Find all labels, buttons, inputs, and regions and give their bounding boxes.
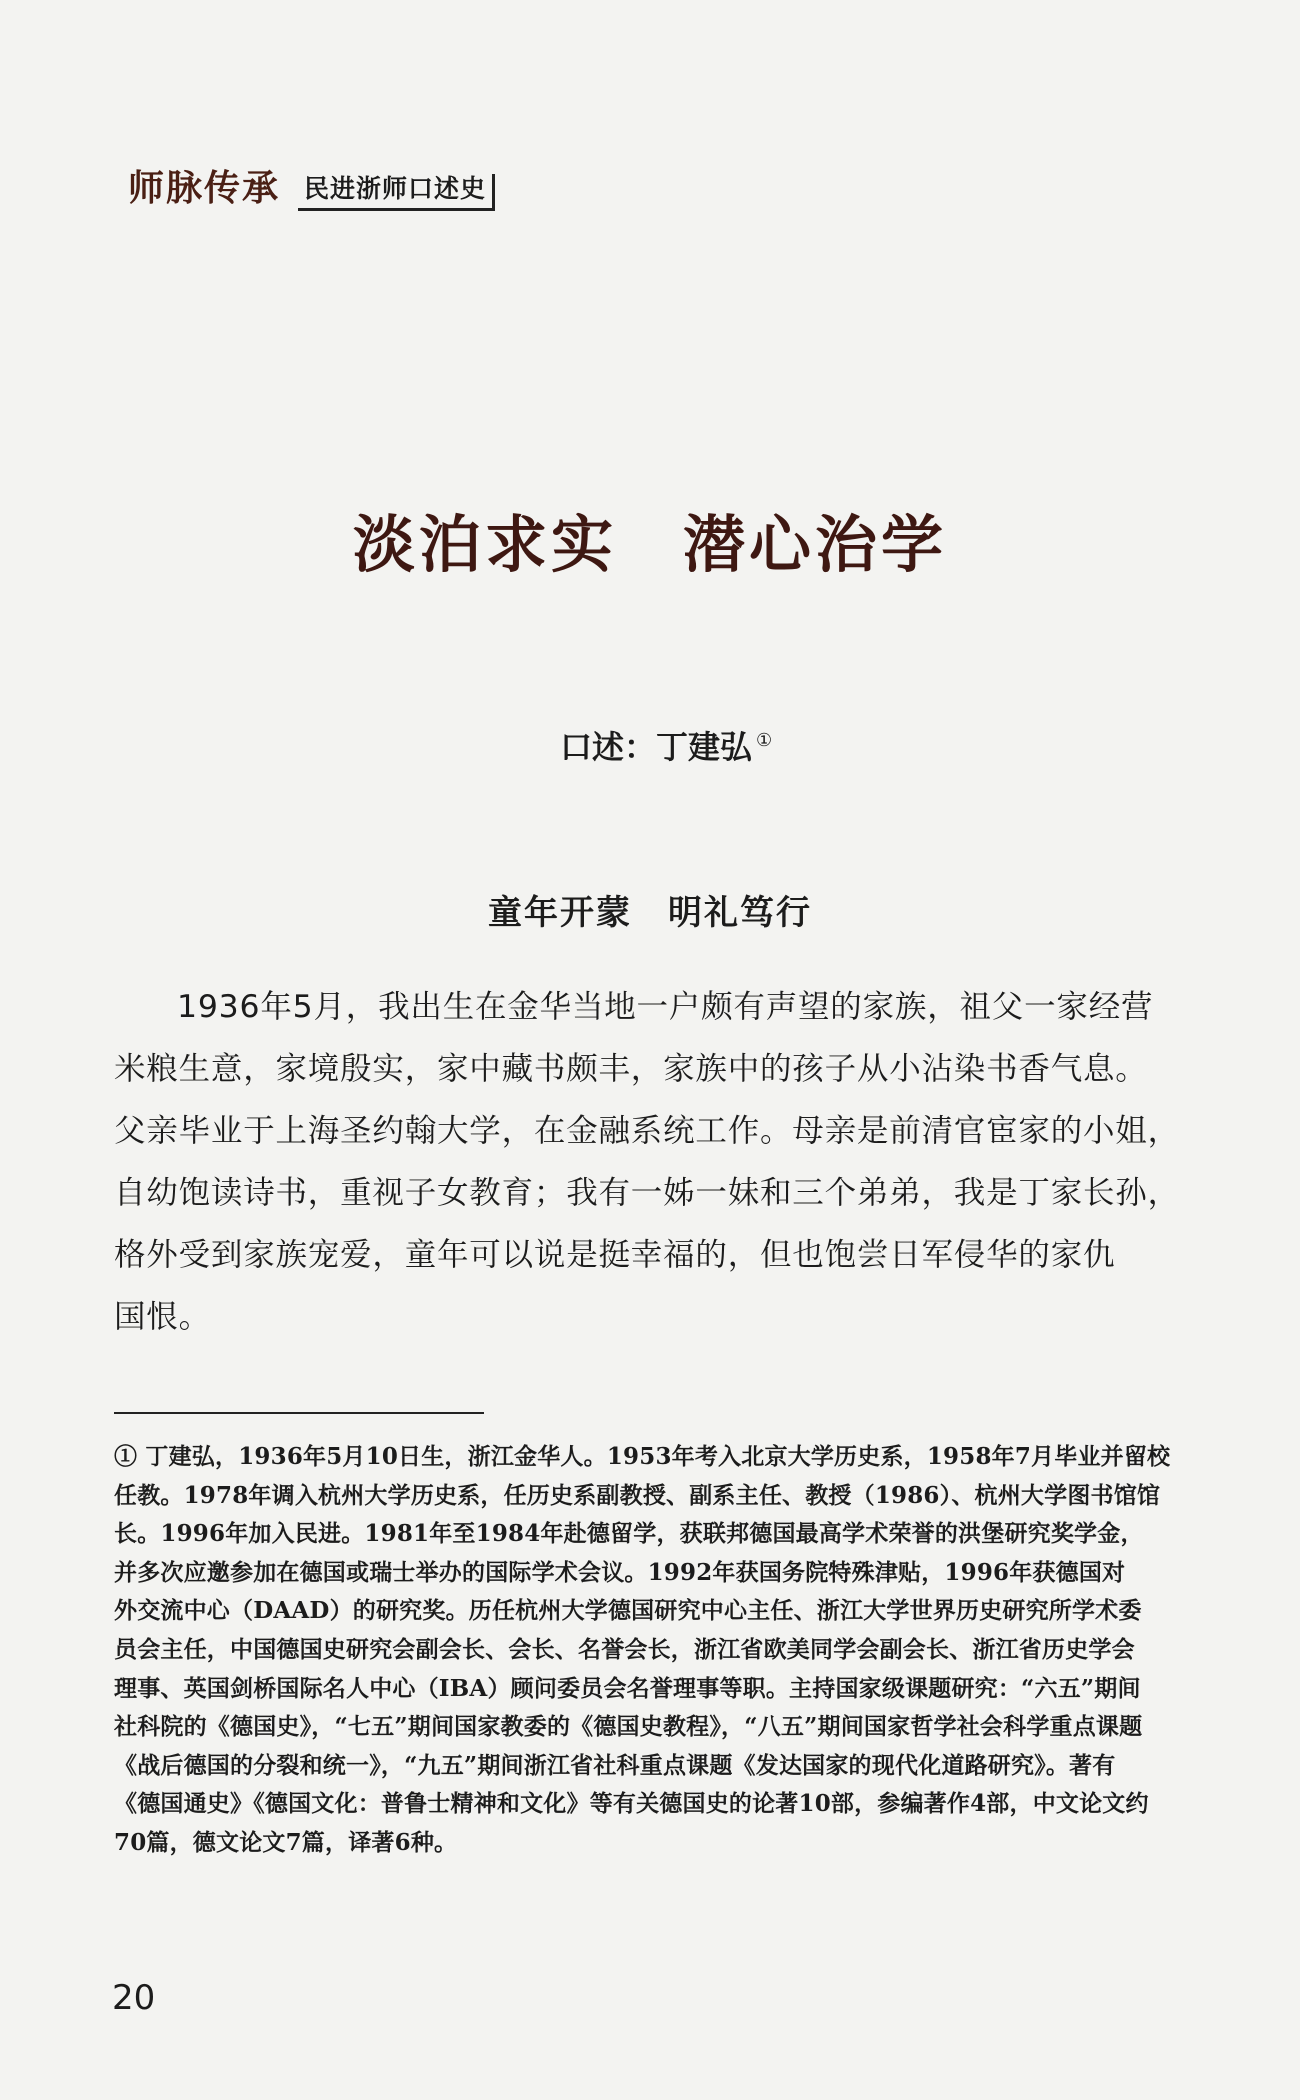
footnote-line: 理事、英国剑桥国际名人中心（IBA）顾问委员会名誉理事等职。主持国家级课题研究：“六五”期间	[114, 1674, 1141, 1702]
footnote-divider	[114, 1412, 484, 1414]
series-subtitle: 民进浙师口述史	[298, 174, 495, 211]
footnote-line: 外交流中心（DAAD）的研究奖。历任杭州大学德国研究中心主任、浙江大学世界历史研究所学术委	[114, 1597, 1142, 1625]
running-header	[128, 160, 495, 211]
footnote-line: 70篇，德文论文7篇，译著6种。	[114, 1828, 458, 1856]
footnote-line: 员会主任，中国德国史研究会副会长、会长、名誉会长，浙江省欧美同学会副会长、浙江省历史学会	[114, 1635, 1135, 1663]
footnote-line: ① 丁建弘，1936年5月10日生，浙江金华人。1953年考入北京大学历史系，1958年7月毕业并留校	[114, 1443, 1171, 1470]
body-line: 格外受到家族宠爱，童年可以说是挺幸福的，但也饱尝日军侵华的家仇	[114, 1237, 1116, 1273]
footnote-line: 《战后德国的分裂和统一》，“九五”期间浙江省社科重点课题《发达国家的现代化道路研究》。著有	[114, 1751, 1116, 1779]
narrator-line	[560, 722, 772, 768]
footnote-line: 《德国通史》《德国文化：普鲁士精神和文化》等有关德国史的论著10部，参编著作4部，中文论文约	[114, 1790, 1149, 1818]
article-title: 淡泊求实 潜心治学	[352, 508, 947, 581]
body-line: 国恨。	[114, 1299, 211, 1335]
body-line: 父亲毕业于上海圣约翰大学，在金融系统工作。母亲是前清官宦家的小姐，	[114, 1113, 1180, 1149]
body-paragraph	[114, 976, 1229, 1348]
footnote-ref-mark: ①	[756, 730, 773, 752]
footnote-line: 长。1996年加入民进。1981年至1984年赴德留学，获联邦德国最高学术荣誉的洪堡研究奖学金，	[114, 1520, 1144, 1548]
page-number: 20	[112, 1978, 156, 2018]
footnote-line: 社科院的《德国史》，“七五”期间国家教委的《德国史教程》，“八五”期间国家哲学社会科学重点课题	[114, 1713, 1143, 1741]
section-heading: 童年开蒙 明礼笃行	[488, 893, 812, 933]
body-line: 自幼饱读诗书，重视子女教育；我有一姊一妹和三个弟弟，我是丁家长孙，	[114, 1175, 1180, 1211]
series-title: 师脉传承	[128, 167, 281, 209]
footnote	[114, 1438, 1234, 1863]
footnote-line: 并多次应邀参加在德国或瑞士举办的国际学术会议。1992年获国务院特殊津贴，1996年获德国对	[114, 1558, 1126, 1586]
footnote-line: 任教。1978年调入杭州大学历史系，任历史系副教授、副系主任、教授（1986）、杭州大学图书馆馆	[114, 1481, 1161, 1509]
body-line: 1936年5月，我出生在金华当地一户颇有声望的家族，祖父一家经营	[177, 989, 1154, 1025]
body-line: 米粮生意，家境殷实，家中藏书颇丰，家族中的孩子从小沾染书香气息。	[114, 1051, 1148, 1087]
narrator-name: 口述：丁建弘	[560, 728, 753, 766]
